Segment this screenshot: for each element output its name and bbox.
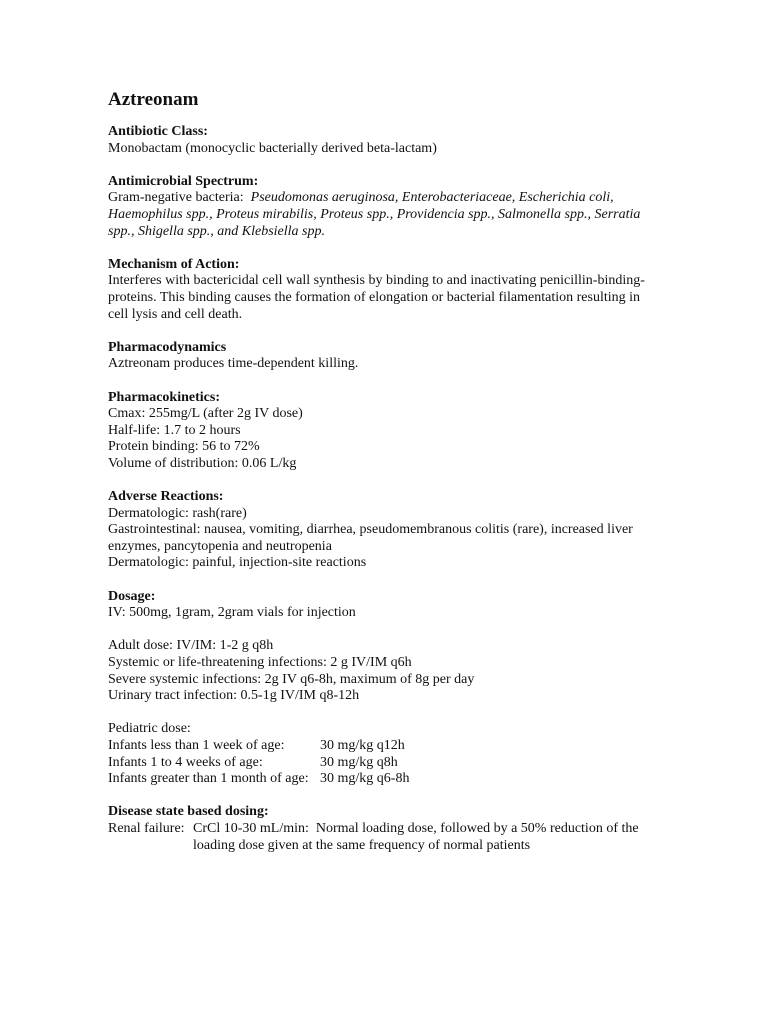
antibiotic-class-heading: Antibiotic Class: — [108, 124, 208, 139]
spectrum-section — [108, 174, 660, 240]
adult-dose-section — [108, 638, 660, 704]
pediatric-age-label: Infants greater than 1 month of age: — [108, 771, 309, 787]
pharmacokinetics-section — [108, 390, 660, 473]
pediatric-dose-value: 30 mg/kg q6-8h — [320, 771, 410, 787]
pharmacodynamics-text: Aztreonam produces time-dependent killing. — [108, 356, 359, 372]
mechanism-section — [108, 257, 660, 323]
adverse-dermatologic-rash: Dermatologic: rash(rare) — [108, 505, 247, 521]
pharmacodynamics-heading: Pharmacodynamics — [108, 339, 227, 355]
disease-state-heading: Disease state based dosing: — [108, 804, 269, 820]
page-title: Aztreonam — [108, 89, 199, 110]
adult-dose-line: Systemic or life-threatening infections: 2 g IV/IM q6h — [108, 655, 412, 670]
pediatric-dose-section — [108, 721, 660, 787]
pediatric-age-label: Infants 1 to 4 weeks of age: — [108, 754, 263, 770]
pediatric-age-label: Infants less than 1 week of age: — [108, 737, 285, 753]
pk-line-protein-binding: Protein binding: 56 to 72% — [108, 439, 260, 455]
pediatric-dose-row — [108, 771, 660, 788]
disease-state-section — [108, 804, 660, 854]
spectrum-prefix: Gram-negative bacteria: — [108, 190, 251, 206]
pharmacokinetics-heading: Pharmacokinetics: — [108, 389, 220, 405]
antibiotic-class-text: Monobactam (monocyclic bacterially derived beta-lactam) — [108, 140, 437, 156]
renal-failure-text: CrCl 10-30 mL/min: Normal loading dose, followed by a 50% reduction of the loading dose given at the same frequency of normal patients — [193, 820, 643, 853]
pediatric-dose-row — [108, 738, 660, 755]
adult-dose-line: Adult dose: IV/IM: 1-2 g q8h — [108, 638, 274, 654]
pk-line-cmax: Cmax: 255mg/L (after 2g IV dose) — [108, 406, 303, 422]
spectrum-organisms: Pseudomonas aeruginosa, Enterobacteriaceae, Escherichia coli, Haemophilus spp., Proteus mirabilis, Proteus spp., Providencia spp., Salmonella spp., Serratia spp., Shigella spp., and Klebsiella spp. — [108, 190, 641, 239]
renal-failure-row — [108, 821, 660, 854]
pharmacodynamics-section — [108, 340, 660, 373]
dosage-section — [108, 589, 660, 622]
adverse-section — [108, 489, 660, 572]
adult-dose-line: Severe systemic infections: 2g IV q6-8h, maximum of 8g per day — [108, 671, 475, 687]
adverse-dermatologic-injection: Dermatologic: painful, injection-site reactions — [108, 555, 367, 571]
pediatric-dose-title: Pediatric dose: — [108, 721, 191, 737]
document-page — [108, 88, 660, 871]
pediatric-dose-value: 30 mg/kg q12h — [320, 737, 405, 753]
spectrum-text — [108, 190, 660, 240]
pediatric-dose-row — [108, 755, 660, 772]
mechanism-heading: Mechanism of Action: — [108, 256, 240, 272]
pediatric-dose-value: 30 mg/kg q8h — [320, 754, 398, 770]
pk-line-half-life: Half-life: 1.7 to 2 hours — [108, 422, 241, 438]
adverse-heading: Adverse Reactions: — [108, 489, 224, 505]
renal-failure-label: Renal failure: — [108, 820, 185, 836]
dosage-heading: Dosage: — [108, 588, 156, 604]
spectrum-heading: Antimicrobial Spectrum: — [108, 173, 259, 189]
antibiotic-class-section — [108, 124, 660, 157]
dosage-iv: IV: 500mg, 1gram, 2gram vials for injection — [108, 605, 356, 621]
adverse-gastrointestinal: Gastrointestinal: nausea, vomiting, diarrhea, pseudomembranous colitis (rare), increased liver enzymes, pancytopenia and neutropenia — [108, 522, 633, 554]
mechanism-text: Interferes with bactericidal cell wall synthesis by binding to and inactivating penicillin-binding-proteins. This binding causes the formation of elongation or bacterial filamentation resulting in cell lysis and cell death. — [108, 273, 645, 322]
pk-line-volume: Volume of distribution: 0.06 L/kg — [108, 455, 297, 471]
adult-dose-line: Urinary tract infection: 0.5-1g IV/IM q8-12h — [108, 688, 360, 704]
